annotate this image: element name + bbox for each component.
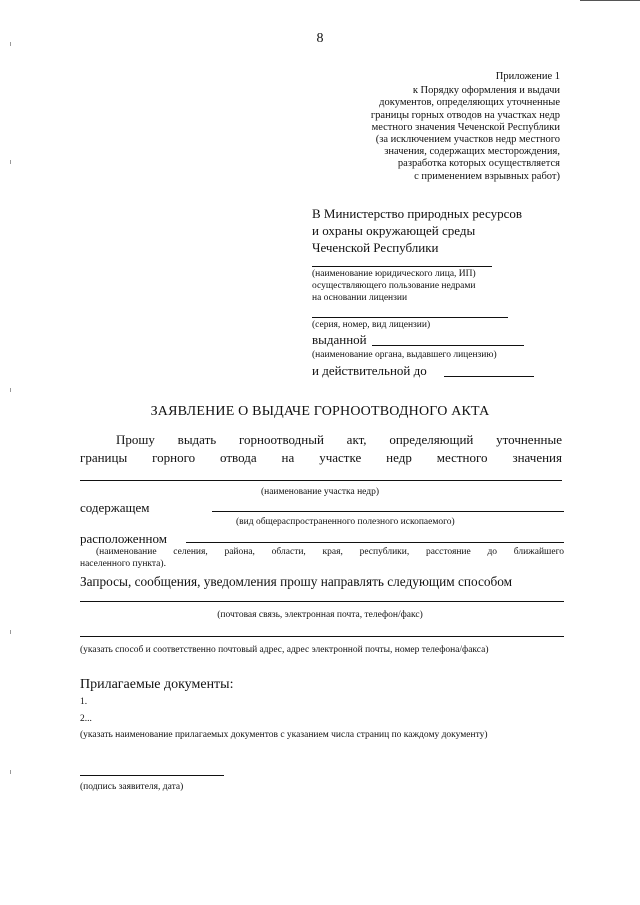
appendix-block — [320, 71, 560, 183]
contact-method-line: Запросы, сообщения, уведомления прошу направлять следующим способом — [80, 574, 513, 589]
scan-margin-mark — [10, 388, 11, 392]
appendix-line: границы горных отводов на участках недр — [370, 109, 560, 121]
appendix-line: к Порядку оформления и выдачи — [412, 85, 560, 97]
request-line-1: Прошу выдать горноотводный акт, определяющий уточненные — [116, 432, 562, 447]
appendix-line: значения, содержащих месторождения, — [384, 146, 560, 158]
attachment-item: 1. — [80, 697, 88, 707]
scan-margin-mark — [10, 160, 11, 164]
scan-margin-mark — [10, 630, 11, 634]
appendix-line: местного значения Чеченской Республики — [371, 121, 560, 133]
contact-hint: (почтовая связь, электронная почта, телефон/факс) — [217, 610, 423, 620]
location-hint-2: населенного пункта). — [80, 559, 166, 569]
signature-hint: (подпись заявителя, дата) — [80, 782, 184, 792]
recipient-block — [312, 205, 522, 256]
org-hint-block — [312, 268, 476, 304]
license-line — [312, 317, 508, 318]
request-line-2: границы горного отвода на участке недр местного значения — [80, 450, 562, 465]
location-line — [186, 542, 564, 543]
contact-line — [80, 601, 564, 602]
valid-label: и действительной до — [312, 363, 427, 378]
issued-label: выданной — [312, 332, 367, 347]
appendix-line: (за исключением участков недр местного — [375, 134, 560, 146]
appendix-line: документов, определяющих уточненные — [379, 97, 560, 109]
recipient-line: Чеченской Республики — [312, 240, 439, 255]
issuer-line — [372, 345, 524, 346]
recipient-line: В Министерство природных ресурсов — [312, 206, 523, 221]
address-line — [80, 636, 564, 637]
signature-line — [80, 775, 224, 776]
document-title: ЗАЯВЛЕНИЕ О ВЫДАЧЕ ГОРНООТВОДНОГО АКТА — [150, 404, 490, 419]
attachments-heading: Прилагаемые документы: — [80, 677, 234, 692]
appendix-line: разработка которых осуществляется — [397, 158, 560, 170]
mineral-hint: (вид общераспространенного полезного ископаемого) — [236, 517, 455, 527]
attachments-hint: (указать наименование прилагаемых документов с указанием числа страниц по каждому документу) — [80, 730, 488, 740]
mineral-line — [212, 511, 564, 512]
org-name-line — [312, 266, 492, 267]
attachment-item: 2... — [80, 714, 92, 724]
site-hint: (наименование участка недр) — [260, 487, 380, 497]
scan-edge-line — [580, 0, 640, 1]
page-number: 8 — [316, 31, 324, 46]
org-hint-line: на основании лицензии — [312, 293, 408, 303]
recipient-line: и охраны окружающей среды — [312, 223, 476, 238]
scan-margin-mark — [10, 770, 11, 774]
org-hint-line: (наименование юридического лица, ИП) — [312, 269, 476, 279]
location-hint-1: (наименование селения, района, области, края, республики, расстояние до ближайшего — [96, 547, 564, 557]
site-name-line — [80, 480, 562, 481]
license-hint: (серия, номер, вид лицензии) — [312, 320, 431, 330]
located-label: расположенном — [80, 531, 167, 546]
issuer-hint: (наименование органа, выдавшего лицензию) — [312, 350, 497, 360]
address-hint: (указать способ и соответственно почтовый адрес, адрес электронной почты, номер телефона/факса) — [80, 645, 489, 655]
containing-label: содержащем — [80, 500, 150, 515]
org-hint-line: осуществляющего пользование недрами — [312, 281, 476, 291]
appendix-label: Приложение 1 — [495, 71, 560, 82]
appendix-line: с применением взрывных работ) — [414, 170, 560, 182]
valid-date-line — [444, 376, 534, 377]
